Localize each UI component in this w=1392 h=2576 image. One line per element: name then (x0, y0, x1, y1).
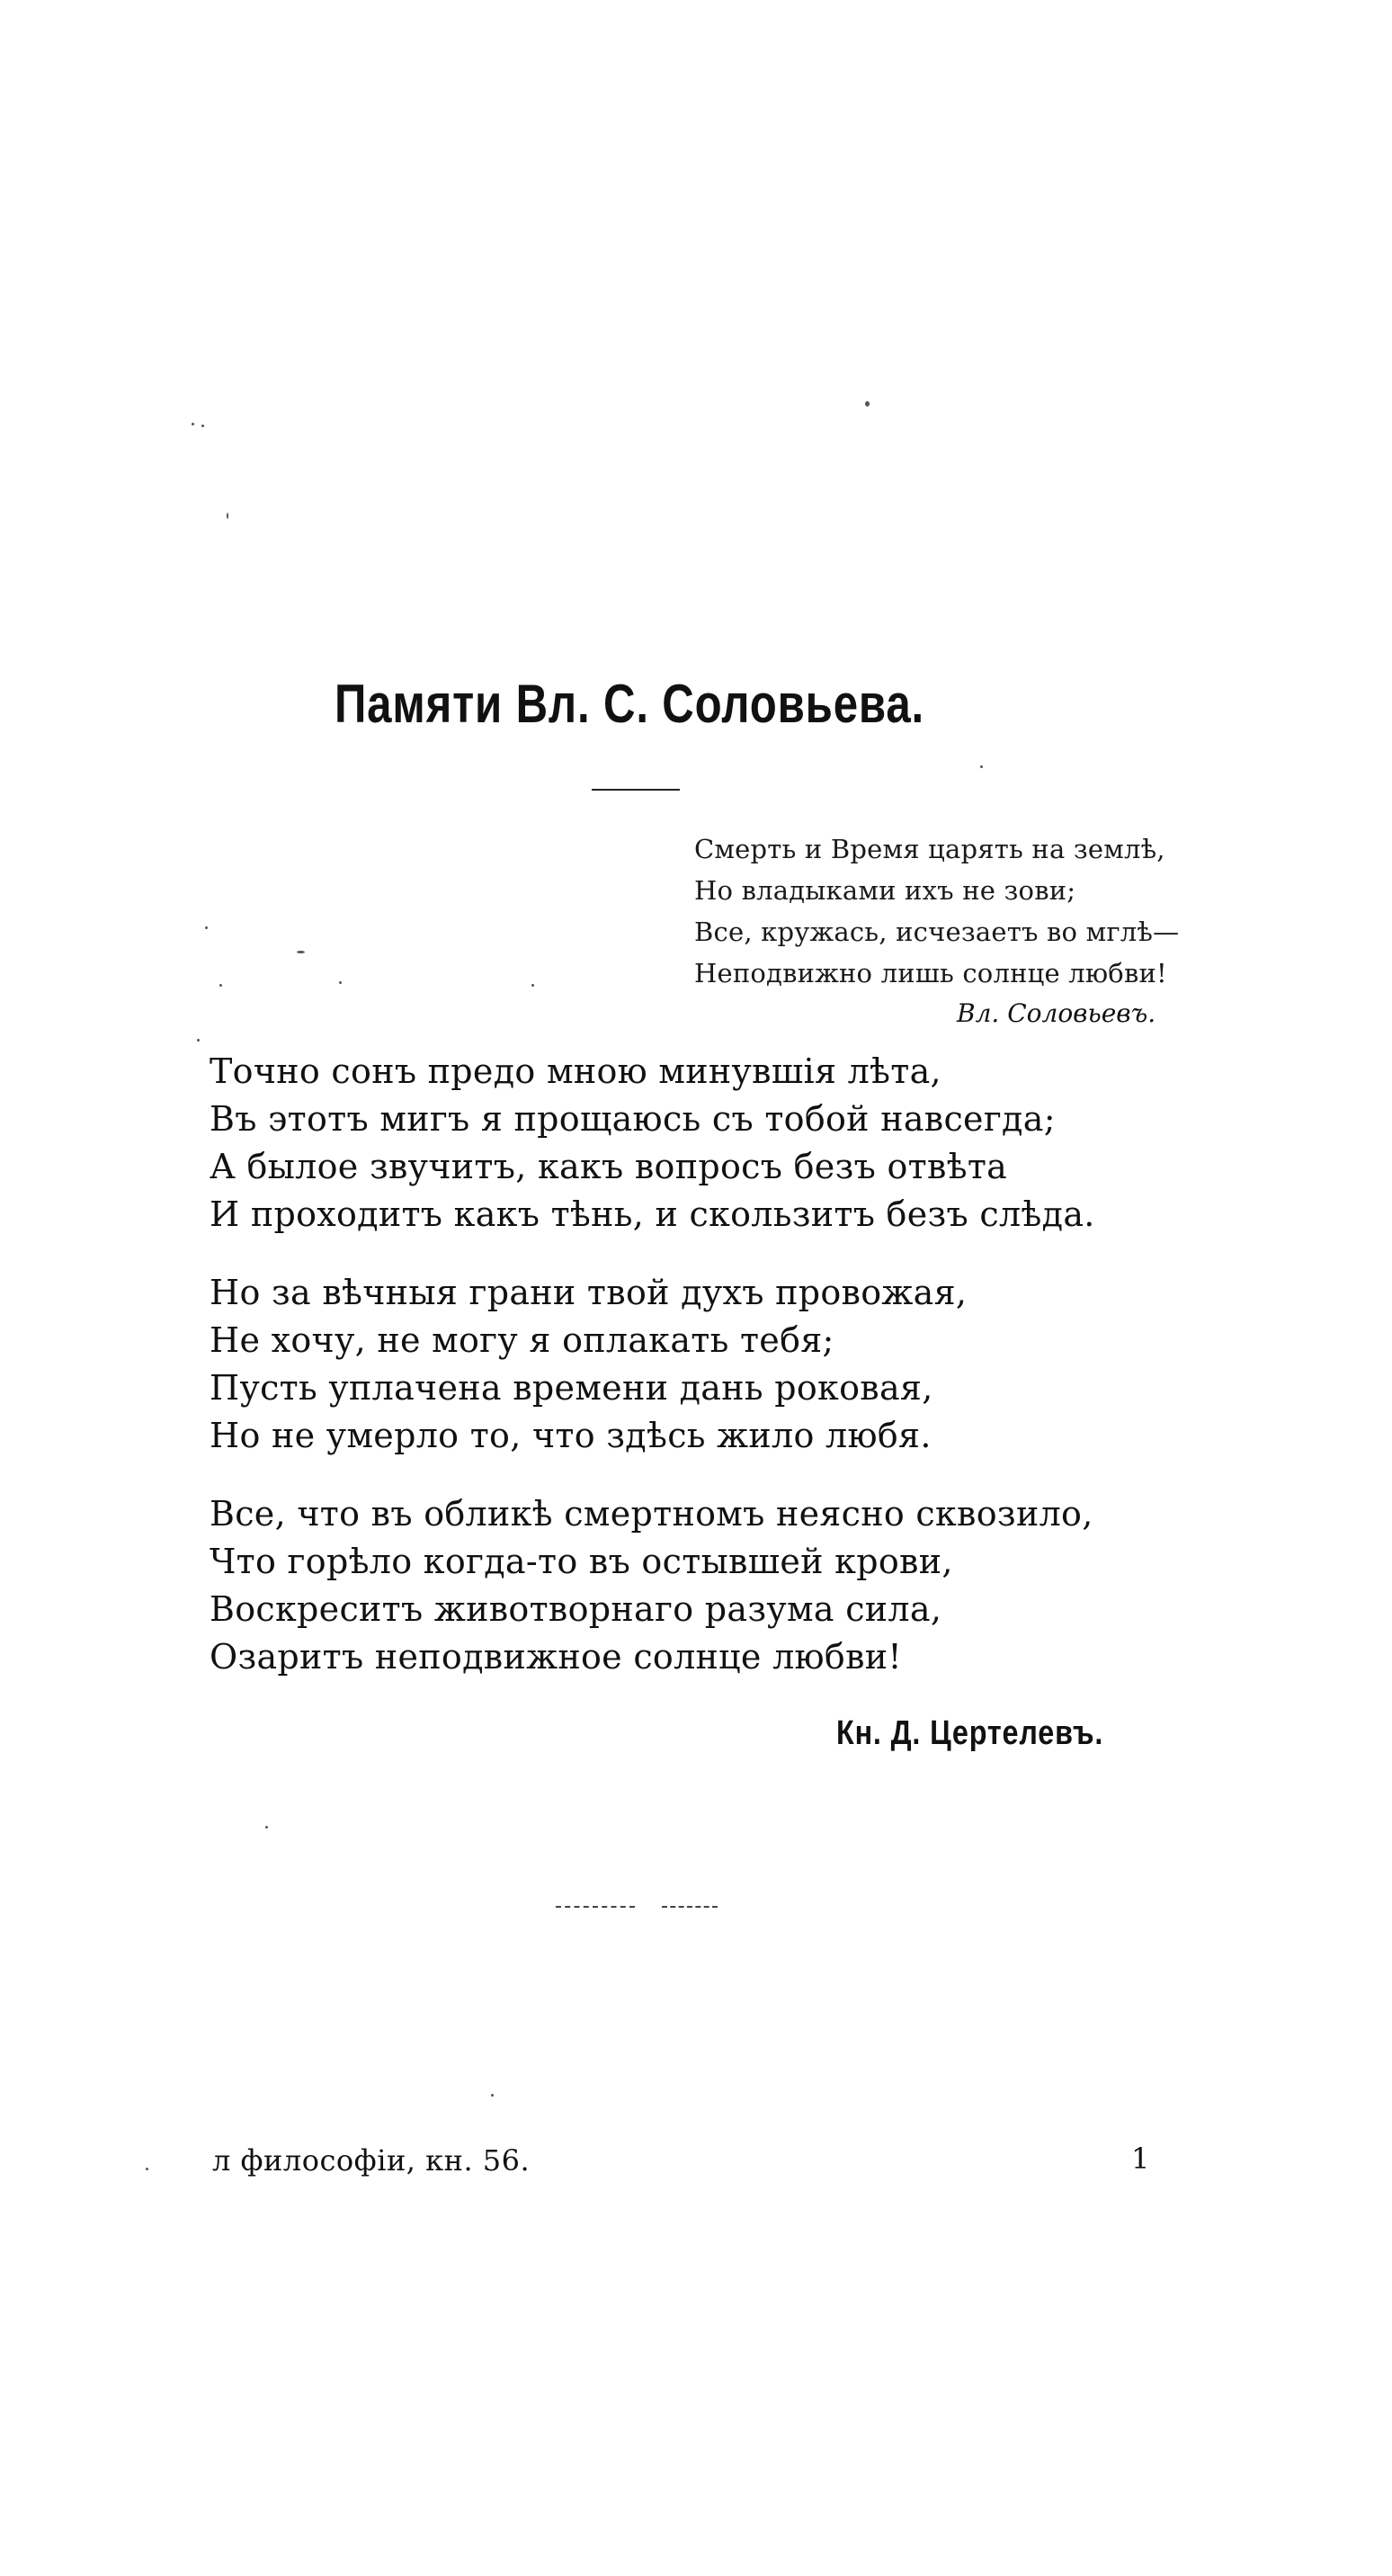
poem-body (210, 1048, 1244, 1712)
poem-line: Не хочу, не могу я оплакать тебя; (210, 1320, 834, 1360)
poem-line: Воскреситъ животворнаго разума сила, (210, 1589, 942, 1629)
scan-speck (205, 926, 208, 929)
poem-line: Но не умерло то, что здѣсь жило любя. (210, 1416, 932, 1455)
poem-author: Кн. Д. Цертелевъ. (836, 1714, 1104, 1752)
scan-speck (192, 423, 194, 425)
poem-stanza (210, 1269, 1244, 1460)
scan-speck (265, 1826, 268, 1829)
scan-speck (297, 951, 305, 953)
scan-speck (201, 425, 204, 427)
poem-line: Точно сонъ предо мною минувшія лѣта, (210, 1051, 941, 1091)
poem-line: Пусть уплачена времени дань роковая, (210, 1368, 933, 1408)
poem-line: И проходитъ какъ тѣнь, и скользитъ безъ слѣда. (210, 1194, 1095, 1234)
epigraph-line: Но владыками ихъ не зови; (694, 875, 1076, 906)
epigraph-line: Смерть и Время царять на землѣ, (694, 834, 1165, 864)
scan-speck (339, 981, 342, 984)
end-divider (556, 1906, 635, 1908)
title-divider (592, 789, 680, 791)
scan-speck (491, 2094, 494, 2097)
poem-line: Что горѣло когда-то въ остывшей крови, (210, 1542, 953, 1581)
end-divider (662, 1906, 718, 1908)
scan-speck (227, 513, 228, 519)
scan-speck (197, 1039, 200, 1042)
poem-line: Въ этотъ мигъ я прощаюсь съ тобой навсегда; (210, 1099, 1056, 1139)
poem-line: А былое звучитъ, какъ вопросъ безъ отвѣта (210, 1147, 1008, 1186)
scan-speck (865, 401, 870, 407)
poem-stanza (210, 1048, 1244, 1239)
scan-speck (531, 984, 534, 987)
scan-speck (146, 2168, 148, 2170)
epigraph-line: Неподвижно лишь солнце любви! (694, 958, 1167, 988)
footer-signature-mark: 1 (1131, 2142, 1150, 2176)
epigraph (694, 828, 1198, 994)
poem-line: Озаритъ неподвижное солнце любви! (210, 1637, 902, 1677)
poem-stanza (210, 1490, 1244, 1681)
epigraph-line: Все, кружась, исчезаетъ во мглѣ— (694, 917, 1180, 947)
scan-speck (219, 984, 222, 987)
page-title: Памяти Вл. С. Соловьева. (335, 674, 925, 734)
poem-line: Все, что въ обликѣ смертномъ неясно сквозило, (210, 1494, 1093, 1534)
scan-speck (980, 765, 983, 768)
epigraph-author: Вл. Соловьевъ. (957, 998, 1156, 1028)
footer-journal-note: л философіи, кн. 56. (212, 2143, 531, 2178)
poem-line: Но за вѣчныя грани твой духъ провожая, (210, 1273, 968, 1312)
